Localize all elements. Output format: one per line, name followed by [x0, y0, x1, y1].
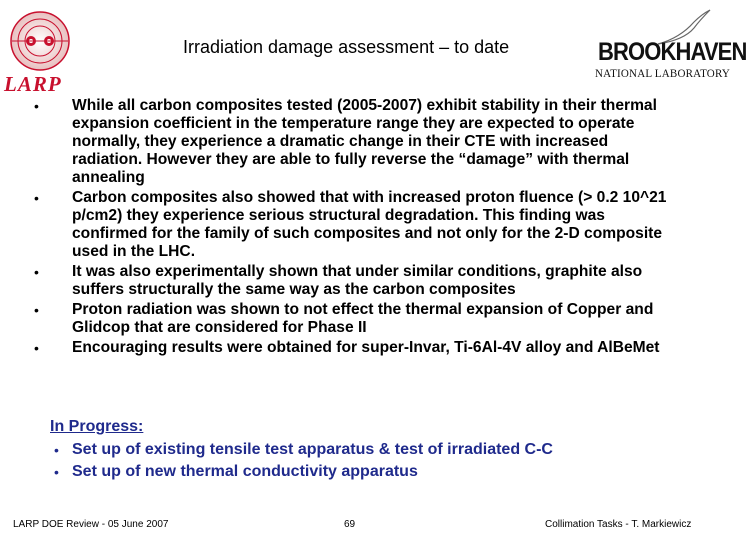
list-item: • Encouraging results were obtained for super-Invar, Ti-6Al-4V alloy and AlBeMet [28, 339, 678, 357]
brookhaven-logo-main: BROOKHAVEN [598, 38, 746, 66]
page-number: 69 [344, 519, 356, 530]
footer-right: Collimation Tasks - T. Markiewicz [545, 519, 692, 530]
list-item: • It was also experimentally shown that under similar conditions, graphite also suffers structurally the same way as the carbon composites [28, 263, 678, 299]
page-title: Irradiation damage assessment – to date [183, 37, 510, 57]
in-progress-list [28, 439, 553, 483]
larp-rings-icon [10, 10, 70, 72]
footer-left: LARP DOE Review - 05 June 2007 [13, 519, 169, 530]
in-progress-heading: In Progress: [50, 418, 144, 435]
list-item: • Set up of new thermal conductivity apparatus [28, 461, 553, 483]
brookhaven-logo [592, 10, 746, 80]
list-item: • Carbon composites also showed that with increased proton fluence (> 0.2 10^21 p/cm2) they experience serious structural degradation. This finding was confirmed for the family of such composites and not only for the 2-D composite used in the LHC. [28, 189, 678, 261]
brookhaven-logo-sub: NATIONAL LABORATORY [595, 66, 731, 80]
larp-logo-text: LARP [4, 72, 62, 96]
list-item: • While all carbon composites tested (2005-2007) exhibit stability in their thermal expansion coefficient in the temperature range they are expected to operate normally, they experience a dramatic change in their CTE with increased radiation. However they are able to fully reverse the “damage” with thermal annealing [28, 97, 678, 187]
bullet-list [28, 97, 678, 359]
list-item: • Set up of existing tensile test apparatus & test of irradiated C-C [28, 439, 553, 461]
list-item: • Proton radiation was shown to not effect the thermal expansion of Copper and Glidcop that are considered for Phase II [28, 301, 678, 337]
